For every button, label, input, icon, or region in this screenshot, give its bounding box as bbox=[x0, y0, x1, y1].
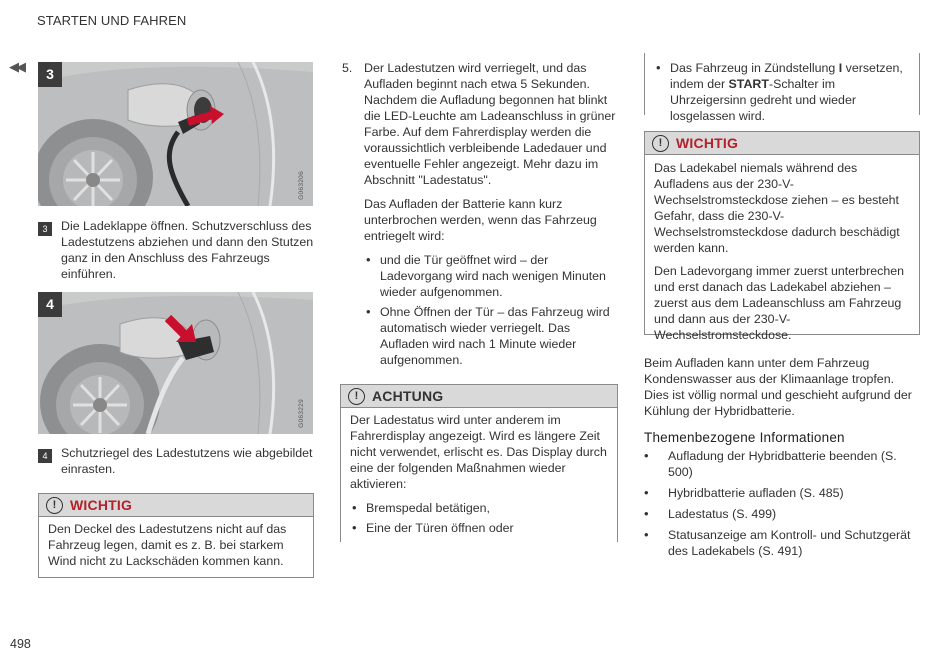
figure-step-4 bbox=[38, 292, 313, 434]
step-number: 3 bbox=[38, 222, 52, 236]
warning-text: Den Deckel des Ladestutzens nicht auf das Fahrzeug legen, damit es z. B. bei starkem Wind nicht zu Lackschäden kommen kann. bbox=[48, 522, 287, 568]
notice-box bbox=[340, 384, 618, 542]
notice-header bbox=[341, 385, 617, 408]
step-4-caption bbox=[38, 445, 314, 477]
notice-title: ACHTUNG bbox=[372, 388, 444, 404]
related-link[interactable]: • Aufladung der Hybridbatterie beenden (S. 500) bbox=[644, 448, 920, 480]
figure-code: G063229 bbox=[298, 399, 305, 428]
list-item: • Bremspedal betätigen, bbox=[350, 500, 609, 516]
page-number: 498 bbox=[10, 637, 31, 651]
list-item: • Ohne Öffnen der Tür – das Fahrzeug wird automatisch wieder verriegelt. Das Aufladen wird nach 1 Minute wieder aufgenommen. bbox=[364, 304, 617, 368]
related-list bbox=[644, 448, 920, 559]
interrupt-list bbox=[364, 252, 617, 368]
warning-box-right bbox=[644, 131, 920, 342]
figure-step-3 bbox=[38, 62, 313, 206]
list-item: • Das Fahrzeug in Zündstellung I versetzen, indem der START-Schalter im Uhrzeigersinn gedreht und wieder losgelassen wird. bbox=[654, 60, 913, 124]
figure-badge: 4 bbox=[38, 292, 62, 317]
double-chevron-left-icon[interactable]: ◀◀ bbox=[9, 59, 23, 74]
warning-text: Den Ladevorgang immer zuerst unterbrechen und erst danach das Ladekabel abziehen – zuerst aus dem Ladeanschluss am Fahrzeug und dann aus der 230-V-Wechselstromsteckdose. bbox=[654, 264, 905, 342]
warning-text: Das Ladekabel niemals während des Aufladens aus der 230-V- Wechselstromsteckdose ziehen – es besteht Gefahr, dass die 230-V- Wechselstromsteckdose dadurch beschädigt werden kann. bbox=[654, 161, 900, 255]
car-charging-illustration-4 bbox=[38, 292, 313, 434]
related-title: Themenbezogene Informationen bbox=[644, 430, 845, 445]
exclamation-icon: ! bbox=[652, 135, 669, 152]
warning-header bbox=[39, 494, 313, 517]
notice-text: Der Ladestatus wird unter anderem im Fahrerdisplay angezeigt. Wird es längere Zeit nicht verwendet, erlischt es. Das Display durch eine der folgenden Maßnahmen wieder aktivieren: bbox=[350, 413, 607, 491]
step-number: 5. bbox=[342, 61, 353, 75]
car-charging-illustration-3 bbox=[38, 62, 313, 206]
notice-list bbox=[350, 500, 609, 536]
step-text: Schutzriegel des Ladestutzens wie abgebildet einrasten. bbox=[61, 446, 313, 476]
step-3-caption bbox=[38, 218, 314, 282]
step-5-text: Der Ladestutzen wird verriegelt, und das Aufladen beginnt nach etwa 5 Sekunden. Nachdem die Aufladung begonnen hat blinkt die LED-Leuchte am Ladeanschluss in grüner Farbe. Auf dem Fahrerdisplay werden die voraussichtlich verbleibende Ladedauer und eventuelle Fehler angezeigt. Mehr dazu im Abschnitt "Ladestatus". bbox=[364, 61, 616, 187]
warning-title: WICHTIG bbox=[676, 135, 739, 151]
exclamation-icon: ! bbox=[46, 497, 63, 514]
warning-title: WICHTIG bbox=[70, 497, 133, 513]
related-info bbox=[644, 430, 920, 564]
warning-box-left bbox=[38, 493, 314, 578]
exclamation-icon: ! bbox=[348, 388, 365, 405]
related-link[interactable]: • Statusanzeige am Kontroll- und Schutzgerät des Ladekabels (S. 491) bbox=[644, 527, 920, 559]
warning-header bbox=[645, 132, 919, 155]
figure-code: G063206 bbox=[298, 171, 305, 200]
related-link[interactable]: • Ladestatus (S. 499) bbox=[644, 506, 920, 522]
figure-badge: 3 bbox=[38, 62, 62, 87]
list-item: • und die Tür geöffnet wird – der Ladevorgang wird nach wenigen Minuten wieder aufgenommen. bbox=[364, 252, 617, 300]
section-header: STARTEN UND FAHREN bbox=[37, 13, 187, 28]
step-5-block bbox=[342, 60, 617, 372]
step-number: 4 bbox=[38, 449, 52, 463]
notice-box-continued bbox=[644, 53, 920, 123]
interrupt-text: Das Aufladen der Batterie kann kurz unterbrochen werden, wenn das Fahrzeug entriegelt wird: bbox=[364, 197, 597, 243]
list-item: • Eine der Türen öffnen oder bbox=[350, 520, 609, 536]
related-link[interactable]: • Hybridbatterie aufladen (S. 485) bbox=[644, 485, 920, 501]
step-text: Die Ladeklappe öffnen. Schutzverschluss des Ladestutzens abziehen und dann den Stutzen ganz in den Anschluss des Fahrzeugs einführen. bbox=[61, 219, 314, 281]
condensation-text: Beim Aufladen kann unter dem Fahrzeug Kondenswasser aus der Klimaanlage tropfen. Dies ist völlig normal und geschieht aufgrund der Kühlung der Hybridbatterie. bbox=[644, 356, 912, 418]
